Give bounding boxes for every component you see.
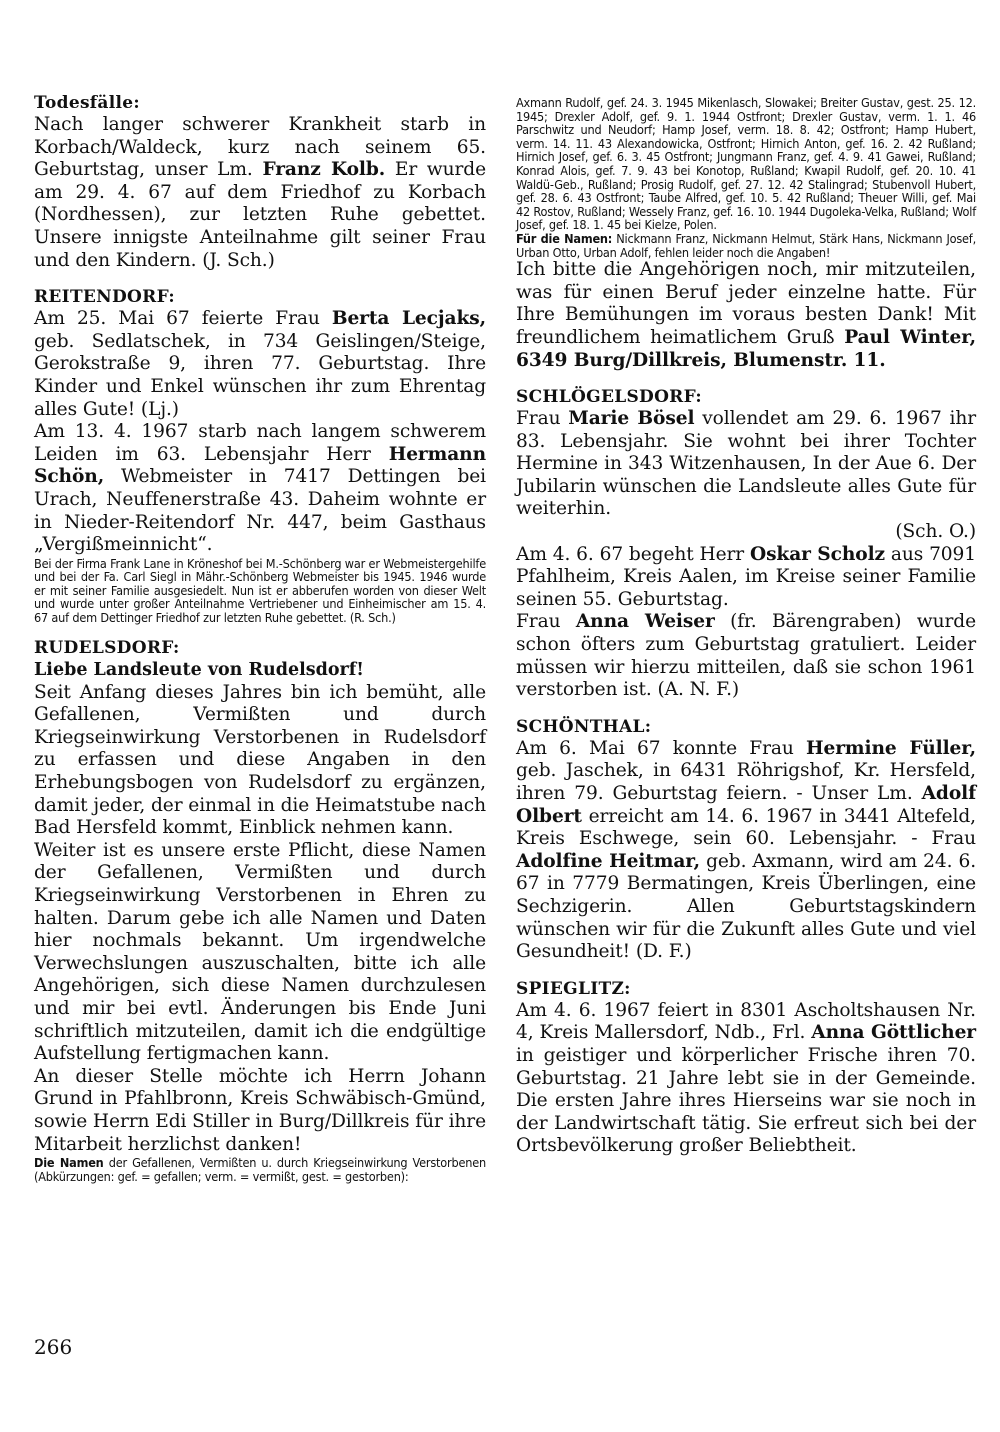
section-heading-reitendorf: REITENDORF: [34,287,175,308]
reitendorf-paragraph-1: Am 25. Mai 67 feierte Frau Berta Lecjaks, geb. Sedlatschek, in 734 Geislingen/Steige, Gerokstraße 9, ihren 77. Geburtstag. Ihre Kinder und Enkel wünschen ihr zum Ehrentag alles Gute! (Lj.) [34,308,486,420]
section-heading-rudelsdorf: RUDELSDORF: [34,637,180,658]
left-column [34,92,486,1183]
rudelsdorf-small-print: Die Namen der Gefallenen, Vermißten u. durch Kriegseinwirkung Verstorbenen (Abkürzungen: gef. = gefallen; verm. = vermißt, gest. = gestorben): [34,1155,486,1184]
rudelsdorf-paragraph-2: Weiter ist es unsere erste Pflicht, diese Namen der Gefallenen, Vermißten und durch Kriegseinwirkung Verstorbenen in Ehren zu halten. Darum gebe ich alle Namen und Daten hier nochmals bekannt. Um irgendwelche Verwechslungen auszuschalten, bitte ich alle Angehörigen, sich diese Namen durchzulesen und mir bei evtl. Änderungen bis Ende Juni schriftlich mitzuteilen, damit ich die endgültige Aufstellung fertigmachen kann. [34,839,486,1065]
reitendorf-paragraph-2: Am 13. 4. 1967 starb nach langem schwerem Leiden im 63. Lebensjahr Herr Hermann Schön, Webmeister in 7417 Dettingen bei Urach, Neuffenerstraße 43. Daheim wohnte er in Nieder-Reitendorf Nr. 447, beim Gasthaus „Vergißmeinnicht“. [34,421,486,556]
schloegelsdorf-paragraph-2: Am 4. 6. 67 begeht Herr Oskar Scholz aus 7091 Pfahlheim, Kreis Aalen, im Kreise seiner Familie seinen 55. Geburtstag. [516,543,976,610]
schoenthal-paragraph: Am 6. Mai 67 konnte Frau Hermine Füller, geb. Jaschek, in 6431 Röhrigshof, Kr. Hersfeld, ihren 79. Geburtstag feiern. - Unser Lm. Adolf Olbert erreicht am 14. 6. 1967 in 3441 Altefeld, Kreis Eschwege, sein 60. Lebensjahr. - Frau Adolfine Heitmar, geb. Axmann, wird am 24. 6. 67 in 7779 Bermatingen, Kreis Überlingen, eine Sechzigerin. Allen Geburtstagskindern wünschen wir für die Zukunft alles Gute und viel Gesundheit! (D. F.) [516,737,977,963]
spieglitz-paragraph: Am 4. 6. 1967 feiert in 8301 Ascholtshausen Nr. 4, Kreis Mallersdorf, Ndb., Frl. Anna Göttlicher in geistiger und körperlicher Frische ihren 70. Geburtstag. 21 Jahre lebt sie in der Gemeinde. Die ersten Jahre ihres Hierseins war sie noch in der Landwirtschaft tätig. Sie erfreut sich bei der Ortsbevölkerung großer Beliebtheit. [516,999,976,1157]
rudelsdorf-subheading: Liebe Landsleute von Rudelsdorf! [34,659,364,680]
section-heading-todesfaelle: Todesfälle: [34,93,140,113]
rudelsdorf-paragraph-1: Seit Anfang dieses Jahres bin ich bemüht, alle Gefallenen, Vermißten und durch Kriegseinwirkung Verstorbenen in Rudelsdorf zu erfassen und diese Angaben in den Erhebungsbogen von Rudelsdorf zu ergänzen, damit jeder, der einmal in die Heimatstube nach Bad Hersfeld kommt, Einblick nehmen kann. [34,681,486,839]
todesfaelle-paragraph: Nach langer schwerer Krankheit starb in Korbach/Waldeck, kurz nach seinem 65. Geburtstag, unser Lm. Franz Kolb. Er wurde am 29. 4. 67 auf dem Friedhof zu Korbach (Nordhessen), zur letzten Ruhe gebettet. Unsere innigste Anteilnahme gilt seiner Frau und den Kindern. (J. Sch.) [34,114,486,271]
section-heading-spieglitz: SPIEGLITZ: [516,978,631,999]
reitendorf-small-print: Bei der Firma Frank Lane in Kröneshof bei M.-Schönberg war er Webmeistergehilfe und bei der Fa. Carl Siegl in Mähr.-Schönberg Webmeister bis 1945. 1946 wurde er mit seiner Familie ausgesiedelt. Nun ist er abberufen worden von dieser Welt und wurde unter großer Anteilnahme Vertriebener und Einheimischer am 15. 4. 67 auf dem Dettinger Friedhof zur letzten Ruhe gebettet. (R. Sch.) [34,555,486,626]
fallen-names-list: Axmann Rudolf, gef. 24. 3. 1945 Mikenlasch, Slowakei; Breiter Gustav, gest. 25. 12. 1945; Drexler Adolf, gef. 9. 1. 1944 Ostfront; Drexler Gustav, verm. 1. 1. 46 Parschwitz und Neudorf; Hamp Josef, verm. 18. 8. 42; Ostfront; Hamp Hubert, verm. 14. 11. 43 Alexandowicka, Ostfront; Hirnich Anton, gef. 16. 2. 42 Rußland; Hirnich Josef, gef. 6. 3. 45 Ostfront; Jungmann Franz, gef. 4. 9. 41 Gawei, Rußland; Konrad Alois, gef. 7. 9. 43 bei Konotop, Rußland; Kwapil Rudolf, gef. 20. 10. 41 Waldü-Geb., Rußland; Prosig Rudolf, gef. 27. 12. 42 Stalingrad; Stubenvoll Hubert, gef. 28. 6. 43 Ostfront; Taube Alfred, gef. 10. 5. 42 Rußland; Theuer Willi, gef. Mai 42 Rostov, Rußland; Wessely Franz, gef. 16. 10. 1944 Dugoleka-Velka, Rußland; Wolf Josef, gef. 18. 1. 45 bei Kielze, Polen. [516,95,976,233]
section-heading-schloegelsdorf: SCHLÖGELSDORF: [516,387,702,408]
missing-data-names: Für die Namen: Nickmann Franz, Nickmann Helmut, Stärk Hans, Nickmann Josef, Urban Otto, Urban Adolf, fehlen leider noch die Angaben! [516,230,976,260]
section-heading-schoenthal: SCHÖNTHAL: [516,716,652,737]
rudelsdorf-paragraph-3: An dieser Stelle möchte ich Herrn Johann Grund in Pfahlbronn, Kreis Schwäbisch-Gmünd, sowie Herrn Edi Stiller in Burg/Dillkreis für ihre Mitarbeit herzlichst danken! [34,1065,486,1155]
schloegelsdorf-paragraph-1: Frau Marie Bösel vollendet am 29. 6. 1967 ihr 83. Lebensjahr. Sie wohnt bei ihrer Tochter Hermine in 343 Witzenhausen, In der Aue 6. Der Jubilarin wünschen die Landsleute alles Gute für weiterhin. [516,408,977,520]
schloegelsdorf-paragraph-3: Frau Anna Weiser (fr. Bärengraben) wurde schon öfters zum Geburtstag gratuliert. Leider müssen wir hierzu mitteilen, daß sie schon 1961 verstorben ist. (A. N. F.) [516,611,976,701]
request-paragraph: Ich bitte die Angehörigen noch, mir mitzuteilen, was für einen Beruf jeder einzelne hatte. Für Ihre Bemühungen im voraus besten Dank! Mit freundlichem heimatlichem Gruß Paul Winter, 6349 Burg/Dillkreis, Blumenstr. 11. [516,259,976,371]
page-number: 266 [34,1335,73,1359]
schloegelsdorf-signature: (Sch. O.) [895,521,976,543]
right-column [516,96,976,1158]
